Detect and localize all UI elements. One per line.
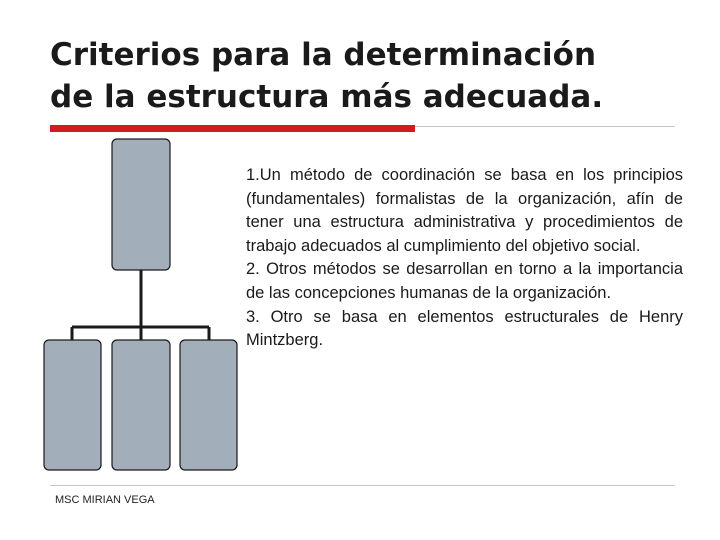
org-box-bottom-center [112,340,170,470]
footer-author: MSC MIRIAN VEGA [55,494,155,506]
org-box-bottom-right [180,340,237,470]
body-paragraph-1: 1.Un método de coordinación se basa en los principios (fundamentales) formalistas de la organización, afín de tener una estructura administrativa y procedimientos de trabajo adecuados al cumplimiento del objetivo social. [246,166,683,255]
slide-body-text [246,164,683,353]
slide-title-line-1: Criterios para la determinación [50,37,597,73]
org-box-top [112,139,170,270]
org-box-bottom-left [44,340,101,470]
body-paragraph-3: 3. Otro se basa en elementos estructurales de Henry Mintzberg. [246,307,683,350]
footer-rule [50,485,675,486]
slide-title-line-2: de la estructura más adecuada. [50,79,604,115]
body-paragraph-2: 2. Otros métodos se desarrollan en torno a la importancia de las concepciones humanas de la organización. [246,260,683,302]
